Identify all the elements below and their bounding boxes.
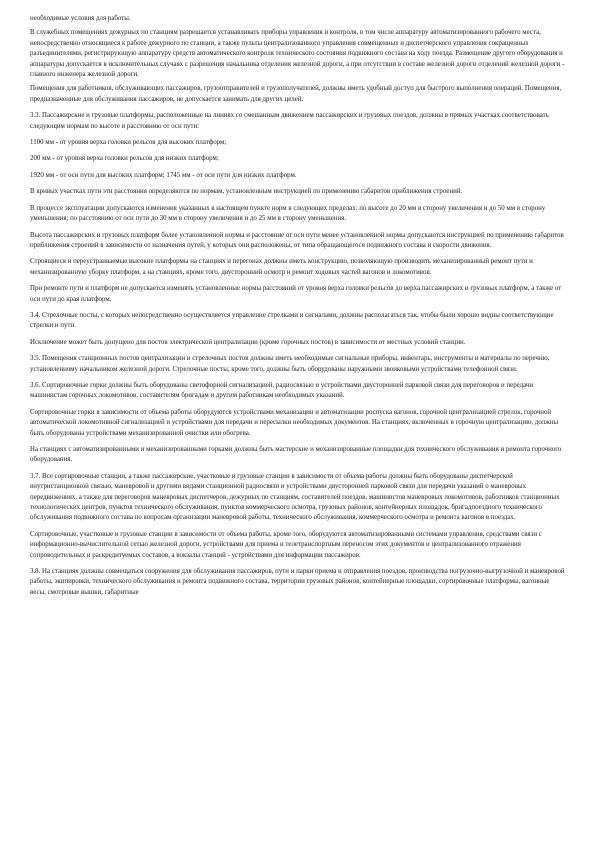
- paragraph-norm-200: 200 мм - от уровня верха головки рельсов для низких платформ;: [30, 155, 219, 163]
- paragraph-norm-1100: 1100 мм - от уровня верха головки рельсов для высоких платформ;: [30, 139, 227, 147]
- paragraph-automation: Сортировочные, участковые и грузовые станции в зависимости от объема работы, кроме того, оборудуются автоматизированными системами управления, средствами связи с информационно-вычислительной сетью железной дороги, устройствами для приема и телетранспортным переносом этих документов и централизованного отражения сопроводительных и раскредитуемых составов, а вокзалы станций - устройствами для информации пассажиров.: [30, 530, 542, 559]
- paragraph-high-platforms: Строящиеся и переустраиваемые высокие платформы на станциях и перегонах должны иметь конструкцию, позволяющую производить механизированный ремонт пути и механизированную уборку платформ, а на станциях, кроме того, двусторонний осмотр и ремонт ходовых частей вагонов и локомотивов.: [30, 258, 533, 276]
- paragraph-section-3-8: 3.8. На станциях должны совмещаться сооружения для обслуживания пассажиров, пути и парки приема и отправления поездов, производства погрузочно-выгрузочной и маневровой работы, экипировки, технического обслуживания и ремонта подвижного состава, территории грузовых районов, контейнерные площадки, сортировочные платформы, вагонные весы, смотровые вышки, габаритные: [30, 568, 565, 596]
- document-page: [30, 14, 566, 598]
- paragraph-section-3-5: 3.5. Помещения станционных постов централизации и стрелочных постов должны иметь необходимые сигнальные приборы, инвентарь, инструменты и материалы по перечню, установленному начальником железной дороги. Стрелочные посты, кроме того, должны быть оборудованы наружными звонковыми устройствами телефонной связи.: [30, 355, 550, 373]
- paragraph-passenger-rooms: Помещения для работников, обслуживающих пассажиров, грузоотправителей и грузополучателей, должны иметь удобный доступ для быстрого выполнения операций. Помещения, предназначенные для обслуживания пассажиров, не допускается занимать для других целей.: [30, 85, 562, 103]
- paragraph-service-rooms: В служебных помещениях дежурных по станциям разрешается устанавливать приборы управления и контроля, в том числе аппаратуру автоматизированного рабочего места, непосредственно относящиеся к работе дежурного по станции, а также пульты централизованного управления совмещенных и диспетчерского управления сокращенных разъединителями, регистрирующую аппаратуру средств автоматического контроля технического состояния подвижного состава на ходу поезда. Размещение другого оборудования и аппаратуры допускается в исключительных случаях с разрешения начальника отделения железной дороги, а при отсутствии в составе железной дороги отделений железной дороги - главного инженера железной дороги.: [30, 29, 565, 79]
- paragraph-norm-1920: 1920 мм - от оси пути для высоких платформ; 1745 мм - от оси пути для низких платформ.: [30, 171, 297, 179]
- paragraph-intro: необходимые условия для работы.: [30, 15, 131, 22]
- paragraph-curves: В кривых участках пути эти расстояния определяются по нормам, установленным инструкцией по применению габаритов приближения строений.: [30, 188, 463, 196]
- paragraph-section-3-3: 3.3. Пассажирские и грузовые платформы, расположенные на линиях со смешанным движением пассажирских и грузовых поездов, должны в прямых участках соответствовать следующим нормам по высоте и расстоянию от оси пути:: [30, 112, 549, 130]
- paragraph-exception-posts: Исключение может быть допущено для постов электрической централизации (кроме горочных постов) в зависимости от местных условий станции.: [30, 338, 466, 346]
- paragraph-section-3-6: 3.6. Сортировочные горки должны быть оборудованы светофорной сигнализацией, радиосвязью и устройствами двусторонней парковой связи для переговоров и передачи машинистам горочных локомотивов, составителям бригадам и другим работникам необходимых указаний.: [30, 381, 534, 400]
- paragraph-hump-yards: Сортировочные горки в зависимости от объема работы оборудуются устройствами механизации и автоматизации роспуска вагонов, горочной централизацией стрелок, горочной автоматической локомотивной сигнализацией и устройствами для передачи и пересылки необходимых документов. На станциях, включенных в горочную централизацию, должны быть оборудованы устройствами механизированной очистки или обогрева.: [30, 408, 559, 437]
- paragraph-tolerances: В процессе эксплуатации допускаются изменения указанных в настоящем пункте норм в следующих пределах: по высоте до 20 мм в сторону увеличения и до 50 мм в сторону уменьшения; по расстоянию от оси пути до 30 мм в сторону увеличения и до 25 мм в сторону уменьшения.: [30, 204, 546, 223]
- paragraph-workshops: На станциях с автоматизированными и механизированными горками должны быть мастерские и механизированные площадки для технического обслуживания и ремонта горочного оборудования.: [30, 446, 562, 464]
- paragraph-section-3-4: 3.4. Стрелочные посты, с которых непосредственно осуществляется управление стрелками и сигналами, должны располагаться так, чтобы были хорошо видны соответствующие стрелки и пути.: [30, 311, 554, 330]
- paragraph-section-3-7: 3.7. Все сортировочные станции, а также пассажирские, участковые и грузовые станции в зависимости от объема работы должны быть оборудованы диспетчерской внутристанционной связью, маневровой и другими видами станционной радиосвязи и устройствами двусторонней парковой связи для передачи указаний о маневровых передвижениях, а также для переговоров маневровых диспетчеров, дежурных по станциям, составителей поездов, машинистов маневровых локомотивов, работников станционных технологических центров, пунктов технического обслуживания, пунктов коммерческого осмотра, грузовых районов, контейнерных площадок, бригадпоездного технического обслуживания подвижного состава по вопросам организации маневровой работы, технического обслуживания, коммерческого осмотра и ремонта вагонов в поездах.: [30, 472, 560, 522]
- paragraph-track-repair: При ремонте пути и платформ не допускается изменять установленные нормы расстояний от уровня верха головки рельсов до верха пассажирских и грузовых платформ, а также от оси пути до края платформ.: [30, 285, 562, 303]
- paragraph-exceptions: Высота пассажирских и грузовых платформ более установленной нормы и расстояние от оси пути менее установленной нормы допускаются инструкцией по применению габаритов приближения строений в зависимости от назначения путей, у которых они расположены, от типа обращающегося подвижного состава и скорости движения.: [30, 231, 564, 249]
